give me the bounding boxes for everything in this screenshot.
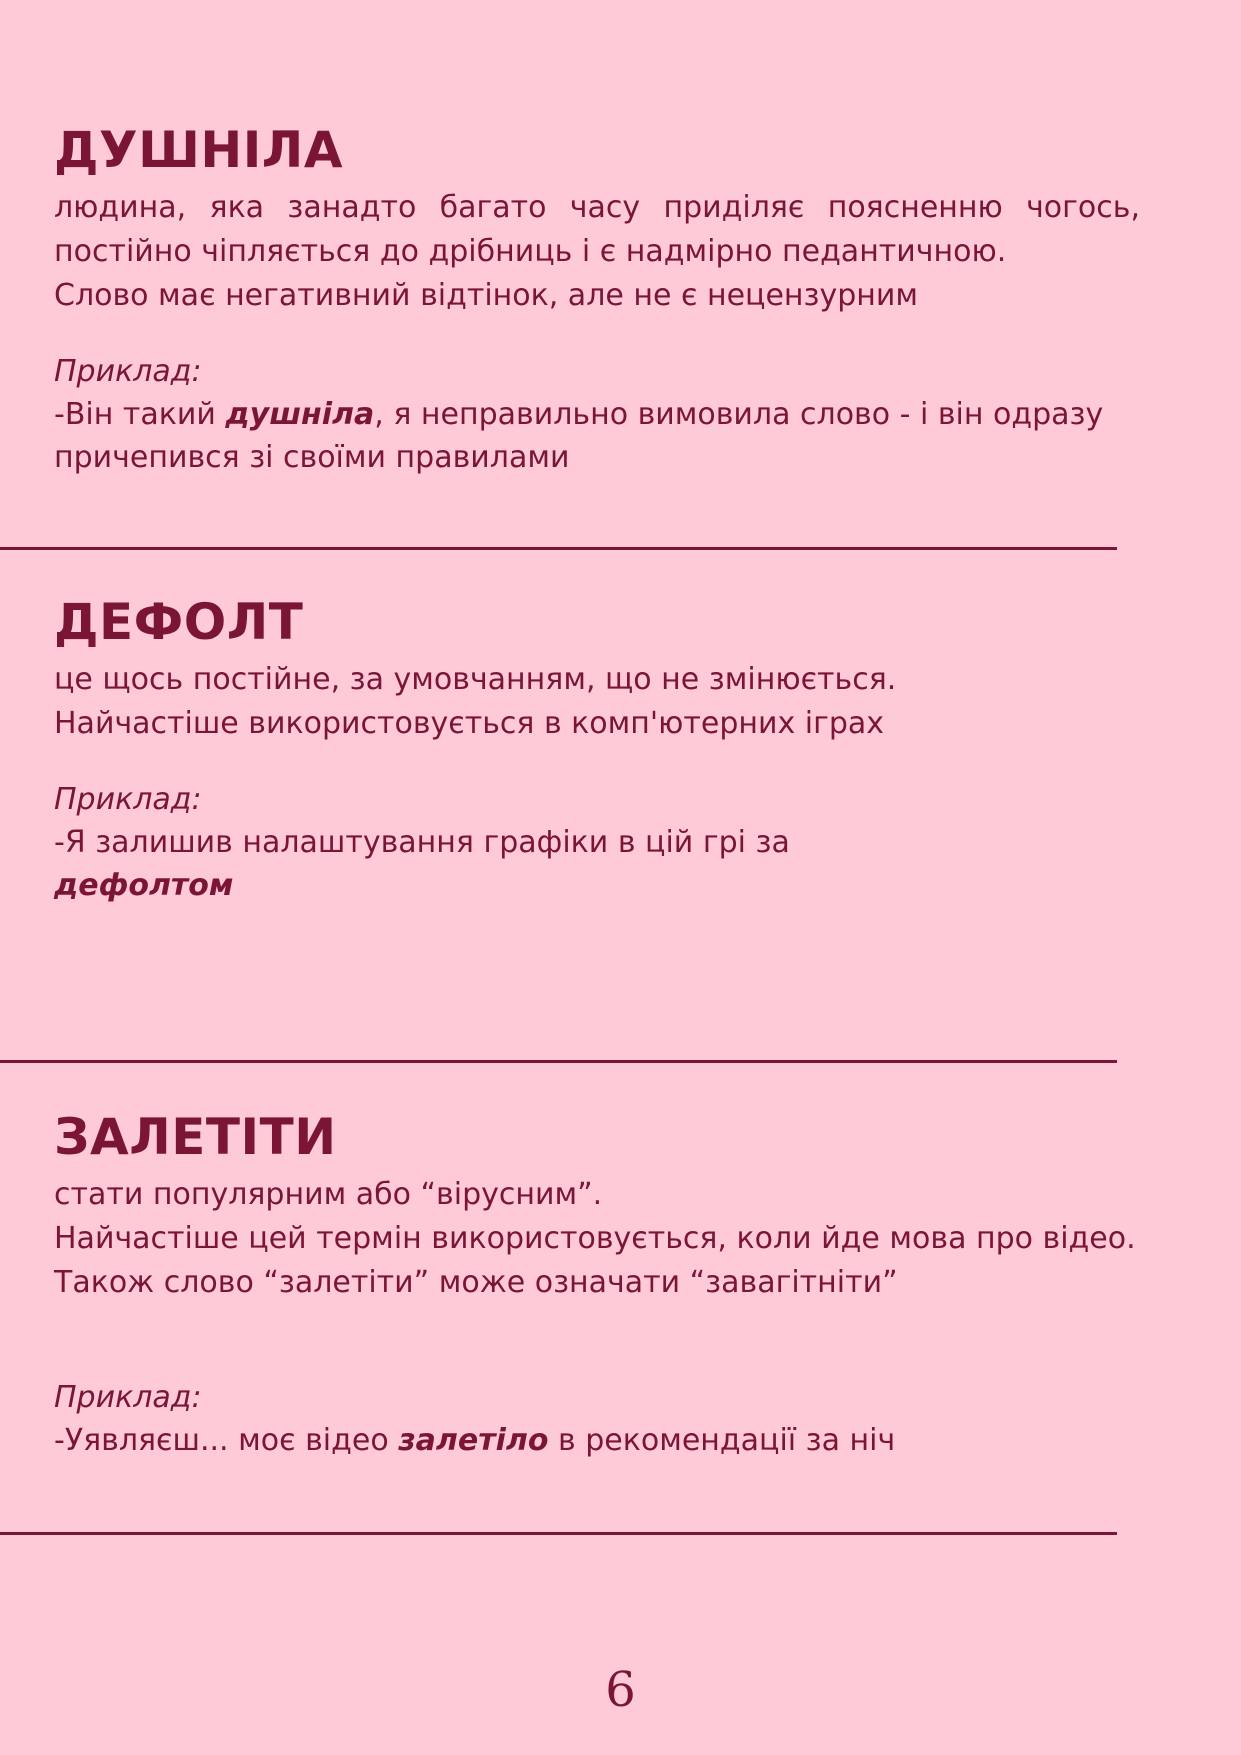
example-label: Приклад: bbox=[54, 354, 202, 389]
glossary-entry-defolt bbox=[54, 592, 1140, 907]
example-label: Приклад: bbox=[54, 1380, 202, 1415]
entry-term: ЗАЛЕТІТИ bbox=[54, 1108, 337, 1166]
definition-line: Найчастіше використовується в комп'ютерних іграх bbox=[54, 706, 885, 741]
page-number: 6 bbox=[605, 1662, 636, 1718]
section-divider bbox=[0, 1532, 1117, 1535]
definition-line: Найчастіше цей термін використовується, коли йде мова про відео. bbox=[54, 1221, 1136, 1256]
entry-term: ДУШНІЛА bbox=[54, 121, 344, 179]
entry-example-block bbox=[54, 351, 1140, 479]
example-emphasis: дефолтом bbox=[54, 868, 234, 903]
example-text bbox=[54, 1419, 1140, 1462]
definition-line: стати популярним або “вірусним”. bbox=[54, 1177, 603, 1212]
example-text-before: -Він такий bbox=[54, 397, 226, 432]
section-divider bbox=[0, 1060, 1117, 1063]
example-label: Приклад: bbox=[54, 782, 202, 817]
entry-example-block bbox=[54, 779, 1140, 907]
definition-line: Слово має негативний відтінок, але не є нецензурним bbox=[54, 278, 919, 313]
definition-line: Також слово “залетіти” може означати “завагітніти” bbox=[54, 1265, 898, 1300]
example-text-before: -Я залишив налаштування графіки в цій грі за bbox=[54, 825, 790, 860]
example-text bbox=[54, 821, 1140, 907]
definition-line: людина, яка занадто багато часу приділяє поясненню чогось, постійно чіпляється до дрібниць і є надмірно педантичною. bbox=[54, 190, 1140, 269]
entry-example-block bbox=[54, 1377, 1140, 1462]
example-text-after: в рекомендації за ніч bbox=[548, 1423, 896, 1458]
entry-definition bbox=[54, 1173, 1140, 1305]
entry-term: ДЕФОЛТ bbox=[54, 593, 304, 651]
glossary-entry-zaletity bbox=[54, 1107, 1140, 1462]
definition-line: це щось постійне, за умовчанням, що не змінюється. bbox=[54, 662, 897, 697]
example-text-after: , я неправильно вимовила слово - і він одразу причепився зі своїми правилами bbox=[54, 397, 1104, 475]
example-text-before: -Уявляєш... моє відео bbox=[54, 1423, 399, 1458]
example-text bbox=[54, 393, 1140, 479]
entry-definition bbox=[54, 658, 1140, 746]
entry-definition bbox=[54, 186, 1140, 318]
example-emphasis: душніла bbox=[225, 397, 375, 432]
section-divider bbox=[0, 547, 1117, 550]
example-emphasis: залетіло bbox=[398, 1423, 549, 1458]
glossary-entry-dushnila bbox=[54, 120, 1140, 479]
